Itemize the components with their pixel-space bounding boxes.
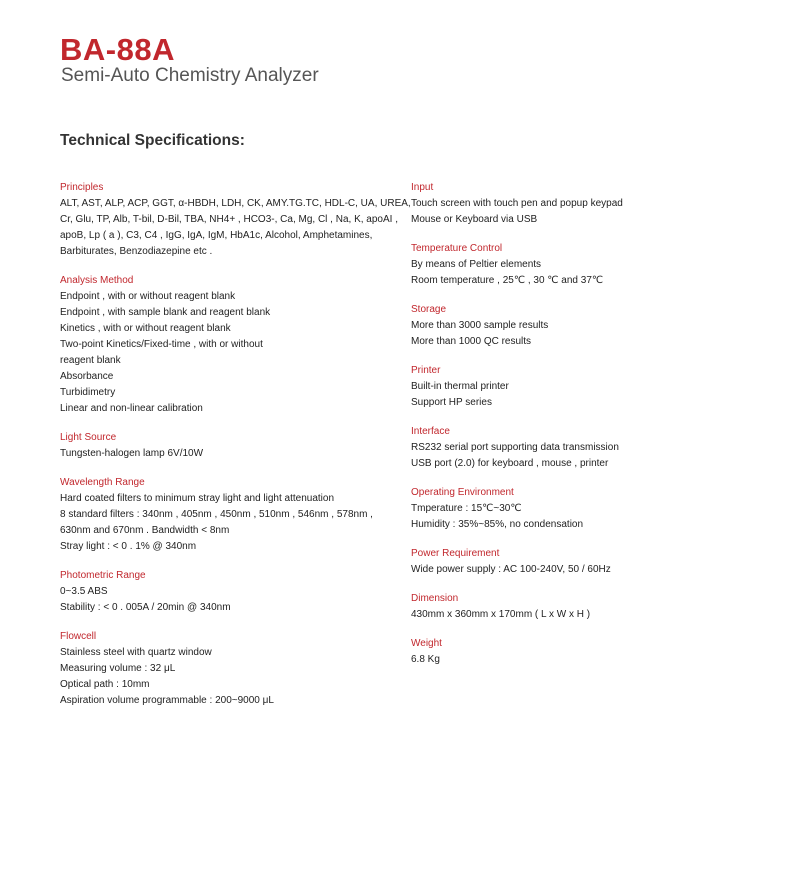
spec-line: Linear and non-linear calibration [60,403,203,414]
spec-heading: Technical Specifications: [60,132,245,149]
spec-line: Humidity : 35%~85%, no condensation [411,519,584,530]
spec-section-light-source [60,430,405,462]
spec-line: Tmperature : 15℃~30℃ [411,503,522,514]
spec-section-title: Light Source [60,432,117,443]
spec-line: Absorbance [60,371,114,382]
spec-line: Endpoint , with sample blank and reagent blank [60,307,271,318]
spec-section-title: Flowcell [60,631,97,642]
spec-section-title: Input [411,182,434,193]
spec-section-storage [411,302,741,350]
product-subtitle: Semi-Auto Chemistry Analyzer [61,65,319,86]
spec-column-right [411,180,741,681]
spec-section-operating-environment [411,485,741,533]
spec-line: apoB, Lp ( a ), C3, C4 , IgG, IgA, IgM, HbA1c, Alcohol, Amphetamines, [60,230,373,241]
spec-section-title: Temperature Control [411,243,503,254]
spec-line: 0~3.5 ABS [60,586,108,597]
spec-line: Support HP series [411,397,492,408]
spec-section-title: Printer [411,365,441,376]
spec-line: Optical path : 10mm [60,679,150,690]
spec-section-photometric-range [60,568,405,616]
spec-section-weight [411,636,741,668]
spec-line: Stability : < 0 . 005A / 20min @ 340nm [60,602,231,613]
spec-line: By means of Peltier elements [411,259,542,270]
spec-line: Stray light : < 0 . 1% @ 340nm [60,541,197,552]
spec-line: Aspiration volume programmable : 200~9000 μL [60,695,274,706]
spec-section-title: Dimension [411,593,459,604]
spec-section-title: Interface [411,426,450,437]
spec-section-wavelength-range [60,475,405,555]
spec-line: 8 standard filters : 340nm , 405nm , 450nm , 510nm , 546nm , 578nm , [60,509,373,520]
spec-section-title: Wavelength Range [60,477,145,488]
spec-line: Kinetics , with or without reagent blank [60,323,231,334]
spec-line: 6.8 Kg [411,654,440,665]
spec-line: Two-point Kinetics/Fixed-time , with or without [60,339,263,350]
spec-section-title: Photometric Range [60,570,146,581]
spec-line: Stainless steel with quartz window [60,647,212,658]
spec-line: Touch screen with touch pen and popup keypad [411,198,623,209]
spec-section-power-requirement [411,546,741,578]
spec-line: Hard coated filters to minimum stray light and light attenuation [60,493,335,504]
spec-section-title: Principles [60,182,104,193]
spec-line: Barbiturates, Benzodiazepine etc . [60,246,213,257]
spec-line: Room temperature , 25℃ , 30 ℃ and 37℃ [411,275,604,286]
spec-section-title: Storage [411,304,447,315]
spec-section-flowcell [60,629,405,709]
spec-line: Measuring volume : 32 μL [60,663,176,674]
spec-line: 630nm and 670nm . Bandwidth < 8nm [60,525,230,536]
spec-section-analysis-method [60,273,405,417]
spec-line: Built-in thermal printer [411,381,509,392]
spec-section-input [411,180,741,228]
spec-line: ALT, AST, ALP, ACP, GGT, α-HBDH, LDH, CK, AMY.TG.TC, HDL-C, UA, UREA, [60,198,411,209]
spec-line: Turbidimetry [60,387,116,398]
spec-section-title: Analysis Method [60,275,134,286]
spec-section-printer [411,363,741,411]
spec-line: USB port (2.0) for keyboard , mouse , printer [411,458,609,469]
spec-line: Endpoint , with or without reagent blank [60,291,236,302]
spec-section-title: Operating Environment [411,487,514,498]
spec-line: Tungsten-halogen lamp 6V/10W [60,448,204,459]
product-model: BA-88A [60,32,175,67]
spec-line: Wide power supply : AC 100-240V, 50 / 60Hz [411,564,611,575]
spec-section-title: Power Requirement [411,548,500,559]
spec-line: RS232 serial port supporting data transmission [411,442,619,453]
spec-section-dimension [411,591,741,623]
spec-line: 430mm x 360mm x 170mm ( L x W x H ) [411,609,591,620]
spec-line: Cr, Glu, TP, Alb, T-bil, D-Bil, TBA, NH4+ , HCO3-, Ca, Mg, Cl , Na, K, apoAI , [60,214,398,225]
spec-column-left [60,180,411,722]
spec-section-temperature-control [411,241,741,289]
spec-section-title: Weight [411,638,442,649]
spec-line: More than 3000 sample results [411,320,549,331]
spec-section-principles [60,180,411,260]
spec-line: Mouse or Keyboard via USB [411,214,538,225]
spec-line: More than 1000 QC results [411,336,532,347]
spec-section-interface [411,424,741,472]
spec-line: reagent blank [60,355,121,366]
